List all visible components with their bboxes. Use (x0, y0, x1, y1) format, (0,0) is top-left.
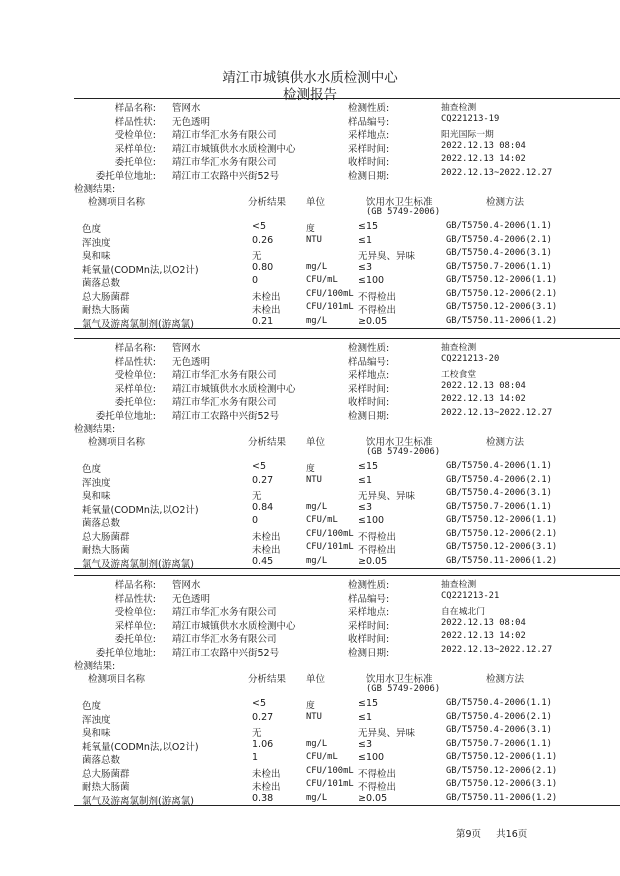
field-value: 管网水 (172, 580, 201, 591)
field-label: 收样时间: (348, 634, 390, 645)
col-unit: 单位 (306, 197, 326, 208)
sample-block-2 (74, 338, 558, 570)
cell-method: GB/T5750.7-2006(1.1) (446, 501, 552, 512)
cell-standard: ≤3 (358, 738, 373, 750)
cell-method: GB/T5750.12-2006(2.1) (446, 528, 558, 539)
header-row (80, 630, 550, 644)
cell-method: GB/T5750.7-2006(1.1) (446, 738, 552, 749)
cell-result: 0.26 (252, 234, 274, 246)
cell-standard: ≤1 (358, 711, 373, 723)
table-row (80, 778, 558, 793)
cell-method: GB/T5750.4-2006(3.1) (446, 725, 552, 735)
column-header (80, 671, 550, 697)
field-label: 委托单位地址: (95, 410, 156, 422)
cell-result: <5 (252, 461, 267, 472)
cell-standard: ≤1 (358, 234, 373, 246)
header-row (80, 644, 553, 659)
cell-standard: ≤100 (358, 275, 385, 286)
page-total: 共16页 (496, 829, 528, 840)
col-standard-code: (GB 5749-2006) (366, 684, 441, 694)
cell-standard: ≤15 (358, 698, 379, 709)
cell-method: GB/T5750.11-2006(1.2) (446, 315, 558, 326)
field-value: 靖江市华汇水务有限公司 (172, 130, 277, 141)
col-method: 检测方法 (486, 674, 525, 685)
cell-result: 未检出 (252, 768, 281, 780)
column-header (80, 194, 550, 220)
field-value: 靖江市华汇水务有限公司 (172, 607, 277, 618)
cell-standard: ≤100 (358, 752, 385, 763)
cell-standard: 不得检出 (358, 531, 397, 543)
cell-method: GB/T5750.12-2006(1.1) (446, 275, 558, 285)
field-value: 自在城北门 (441, 607, 485, 617)
cell-result: 未检出 (252, 291, 281, 303)
cell-unit: CFU/101mL (306, 542, 354, 552)
report-title: 靖江市城镇供水水质检测中心 (222, 70, 398, 86)
cell-result: 0.27 (252, 474, 274, 486)
table-row (80, 274, 558, 289)
cell-result: <5 (252, 221, 267, 232)
header-row (80, 576, 550, 590)
cell-item: 总大肠菌群 (82, 291, 130, 303)
cell-method: GB/T5750.12-2006(2.1) (446, 765, 558, 776)
header-row (80, 393, 550, 407)
col-item: 检测项目名称 (88, 437, 146, 448)
field-label: 检测性质: (348, 580, 390, 591)
header-row (80, 113, 550, 127)
field-value: 2022.12.13 14:02 (441, 394, 526, 404)
cell-method: GB/T5750.4-2006(3.1) (446, 488, 552, 498)
results-label: 检测结果: (74, 424, 116, 435)
col-standard: 饮用水卫生标准 (366, 197, 433, 208)
field-label: 样品名称: (114, 343, 156, 354)
field-label: 样品编号: (348, 356, 390, 368)
cell-result: 1 (252, 752, 259, 763)
results-heading (74, 420, 550, 435)
cell-item: 耐热大肠菌 (82, 545, 130, 556)
field-label: 采样地点: (348, 370, 390, 381)
header-row (80, 140, 550, 154)
col-method: 检测方法 (486, 437, 525, 448)
header-row (80, 126, 550, 140)
results-heading (74, 657, 550, 672)
table-row (80, 315, 558, 330)
cell-item: 耐热大肠菌 (82, 782, 130, 793)
cell-standard: 无异臭、异味 (358, 251, 416, 262)
cell-item: 色度 (82, 224, 102, 235)
cell-standard: ≤100 (358, 515, 385, 526)
cell-item: 浑浊度 (82, 477, 111, 489)
cell-item: 氯气及游离氯制剂(游离氯) (82, 318, 194, 330)
field-value: 2022.12.13 08:04 (441, 380, 526, 391)
cell-standard: ≤1 (358, 474, 373, 486)
field-value: 靖江市城镇供水水质检测中心 (172, 620, 296, 632)
col-result: 分析结果 (248, 197, 287, 208)
table-row (80, 765, 558, 780)
field-value: 靖江市城镇供水水质检测中心 (172, 383, 296, 395)
cell-unit: mg/L (306, 555, 328, 566)
col-unit: 单位 (306, 674, 326, 685)
cell-result: 未检出 (252, 531, 281, 543)
field-value: 2022.12.13 14:02 (441, 631, 526, 641)
field-value: 管网水 (172, 103, 201, 114)
field-value: 2022.12.13~2022.12.27 (441, 407, 553, 418)
column-header (80, 434, 550, 460)
cell-result: 未检出 (252, 305, 281, 316)
cell-item: 氯气及游离氯制剂(游离氯) (82, 795, 194, 807)
results-label: 检测结果: (74, 184, 116, 195)
field-value: CQ221213-20 (441, 353, 500, 364)
cell-item: 色度 (82, 701, 102, 712)
field-value: 靖江市华汇水务有限公司 (172, 370, 277, 381)
field-label: 样品性状: (114, 356, 156, 368)
table-row (80, 792, 558, 807)
col-standard-code: (GB 5749-2006) (366, 447, 441, 457)
cell-item: 总大肠菌群 (82, 768, 130, 780)
field-label: 采样地点: (348, 130, 390, 141)
header-row (80, 380, 550, 394)
cell-item: 菌落总数 (82, 278, 121, 289)
table-row (80, 261, 550, 275)
table-row (80, 474, 550, 488)
header-row (80, 153, 550, 167)
cell-item: 菌落总数 (82, 755, 121, 766)
table-row (80, 751, 558, 766)
cell-unit: mg/L (306, 315, 328, 326)
table-row (80, 724, 550, 738)
cell-result: 未检出 (252, 782, 281, 793)
cell-unit: CFU/100mL (306, 765, 354, 776)
table-row (80, 514, 558, 529)
report-subtitle: 检测报告 (283, 87, 337, 103)
field-label: 采样时间: (348, 383, 390, 395)
field-value: 阳光国际一期 (441, 130, 494, 140)
cell-unit: 度 (306, 464, 315, 474)
cell-unit: CFU/mL (306, 275, 338, 285)
col-item: 检测项目名称 (88, 674, 146, 685)
cell-method: GB/T5750.12-2006(3.1) (446, 302, 558, 312)
cell-result: 0 (252, 515, 259, 526)
cell-result: 1.06 (252, 738, 274, 750)
field-label: 采样时间: (348, 620, 390, 632)
cell-standard: ≤3 (358, 501, 373, 513)
col-standard: 饮用水卫生标准 (366, 437, 433, 448)
header-row (80, 617, 550, 631)
field-label: 检测日期: (348, 410, 390, 422)
cell-result: 0 (252, 275, 259, 286)
field-label: 采样单位: (114, 620, 156, 632)
field-value: 靖江市华汇水务有限公司 (172, 157, 277, 168)
cell-method: GB/T5750.4-2006(2.1) (446, 474, 552, 485)
field-label: 检测性质: (348, 103, 390, 114)
cell-standard: ≥0.05 (358, 315, 388, 327)
cell-method: GB/T5750.4-2006(1.1) (446, 461, 552, 471)
field-value: 2022.12.13 14:02 (441, 154, 526, 164)
col-method: 检测方法 (486, 197, 525, 208)
header-row (80, 353, 550, 367)
field-label: 采样单位: (114, 143, 156, 155)
cell-result: 无 (252, 491, 262, 502)
cell-method: GB/T5750.4-2006(2.1) (446, 711, 552, 722)
page-footer (456, 826, 527, 840)
cell-method: GB/T5750.12-2006(1.1) (446, 515, 558, 525)
cell-standard: 不得检出 (358, 782, 397, 793)
cell-method: GB/T5750.12-2006(3.1) (446, 542, 558, 552)
cell-standard: ≥0.05 (358, 555, 388, 567)
cell-method: GB/T5750.11-2006(1.2) (446, 555, 558, 566)
cell-unit: CFU/101mL (306, 302, 354, 312)
cell-unit: CFU/mL (306, 515, 338, 525)
cell-method: GB/T5750.12-2006(3.1) (446, 779, 558, 789)
cell-result: 0.27 (252, 711, 274, 723)
field-label: 委托单位: (114, 157, 156, 168)
header-row (80, 590, 550, 604)
cell-result: 0.84 (252, 501, 274, 513)
field-value: 抽查检测 (441, 580, 477, 590)
cell-unit: mg/L (306, 792, 328, 803)
results-heading (74, 180, 550, 195)
col-item: 检测项目名称 (88, 197, 146, 208)
field-label: 样品编号: (348, 116, 390, 128)
field-label: 样品性状: (114, 116, 156, 128)
cell-method: GB/T5750.11-2006(1.2) (446, 792, 558, 803)
field-label: 受检单位: (114, 607, 156, 618)
table-row (80, 487, 550, 501)
cell-standard: 不得检出 (358, 305, 397, 316)
col-result: 分析结果 (248, 674, 287, 685)
col-standard-code: (GB 5749-2006) (366, 207, 441, 217)
field-value: 抽查检测 (441, 103, 477, 113)
field-label: 样品名称: (114, 580, 156, 591)
header-row (80, 99, 550, 113)
cell-unit: NTU (306, 234, 322, 245)
cell-item: 臭和味 (82, 251, 111, 262)
header-row (80, 407, 553, 422)
field-value: CQ221213-21 (441, 590, 500, 601)
field-value: 工校食堂 (441, 370, 477, 380)
header-row (80, 603, 550, 617)
field-label: 采样地点: (348, 607, 390, 618)
cell-method: GB/T5750.12-2006(2.1) (446, 288, 558, 299)
field-label: 收样时间: (348, 157, 390, 168)
cell-unit: mg/L (306, 738, 328, 749)
field-label: 样品性状: (114, 593, 156, 605)
cell-result: 0.21 (252, 315, 274, 327)
table-row (80, 460, 550, 474)
table-row (80, 247, 550, 261)
cell-method: GB/T5750.4-2006(1.1) (446, 698, 552, 708)
field-value: 2022.12.13~2022.12.27 (441, 167, 553, 178)
col-result: 分析结果 (248, 437, 287, 448)
cell-result: 0.80 (252, 261, 274, 273)
field-value: 靖江市华汇水务有限公司 (172, 397, 277, 408)
cell-item: 臭和味 (82, 491, 111, 502)
field-label: 委托单位地址: (95, 170, 156, 182)
cell-standard: 无异臭、异味 (358, 728, 416, 739)
header-row (80, 339, 550, 353)
field-value: 管网水 (172, 343, 201, 354)
cell-result: 未检出 (252, 545, 281, 556)
table-row (80, 697, 550, 711)
cell-method: GB/T5750.4-2006(2.1) (446, 234, 552, 245)
cell-result: 无 (252, 251, 262, 262)
field-label: 收样时间: (348, 397, 390, 408)
field-label: 委托单位: (114, 634, 156, 645)
field-value: 2022.12.13 08:04 (441, 140, 526, 151)
table-row (80, 288, 558, 303)
cell-item: 总大肠菌群 (82, 531, 130, 543)
cell-unit: mg/L (306, 261, 328, 272)
cell-unit: 度 (306, 224, 315, 234)
cell-item: 浑浊度 (82, 237, 111, 249)
field-value: 靖江市城镇供水水质检测中心 (172, 143, 296, 155)
field-value: 无色透明 (172, 356, 211, 368)
table-row (80, 501, 550, 515)
cell-item: 耗氧量(CODMn法,以O2计) (82, 741, 199, 753)
cell-result: <5 (252, 698, 267, 709)
field-label: 委托单位: (114, 397, 156, 408)
cell-unit: CFU/101mL (306, 779, 354, 789)
cell-unit: mg/L (306, 501, 328, 512)
cell-standard: ≤15 (358, 221, 379, 232)
field-label: 样品编号: (348, 593, 390, 605)
cell-unit: NTU (306, 474, 322, 485)
header-row (80, 366, 550, 380)
cell-item: 菌落总数 (82, 518, 121, 529)
cell-standard: ≤3 (358, 261, 373, 273)
cell-result: 无 (252, 728, 262, 739)
cell-standard: 不得检出 (358, 291, 397, 303)
field-label: 检测日期: (348, 647, 390, 659)
field-label: 检测性质: (348, 343, 390, 354)
header-row (80, 167, 553, 182)
cell-standard: 不得检出 (358, 768, 397, 780)
cell-unit: CFU/100mL (306, 528, 354, 539)
cell-unit: NTU (306, 711, 322, 722)
table-row (80, 234, 550, 248)
cell-standard: 不得检出 (358, 545, 397, 556)
cell-item: 耐热大肠菌 (82, 305, 130, 316)
cell-unit: 度 (306, 701, 315, 711)
cell-item: 耗氧量(CODMn法,以O2计) (82, 264, 199, 276)
cell-standard: ≥0.05 (358, 792, 388, 804)
field-value: 无色透明 (172, 116, 211, 128)
cell-result: 0.45 (252, 555, 274, 567)
field-value: 靖江市工农路中兴街52号 (172, 410, 280, 422)
field-value: 2022.12.13 08:04 (441, 617, 526, 628)
cell-unit: CFU/100mL (306, 288, 354, 299)
cell-item: 色度 (82, 464, 102, 475)
col-unit: 单位 (306, 437, 326, 448)
col-standard: 饮用水卫生标准 (366, 674, 433, 685)
field-value: 无色透明 (172, 593, 211, 605)
field-value: 2022.12.13~2022.12.27 (441, 644, 553, 655)
cell-method: GB/T5750.4-2006(1.1) (446, 221, 552, 231)
field-label: 检测日期: (348, 170, 390, 182)
table-row (80, 528, 558, 543)
cell-method: GB/T5750.7-2006(1.1) (446, 261, 552, 272)
field-value: CQ221213-19 (441, 113, 500, 124)
field-label: 采样时间: (348, 143, 390, 155)
field-value: 靖江市工农路中兴街52号 (172, 647, 280, 659)
cell-item: 氯气及游离氯制剂(游离氯) (82, 558, 194, 570)
cell-item: 臭和味 (82, 728, 111, 739)
table-row (80, 301, 558, 316)
cell-item: 耗氧量(CODMn法,以O2计) (82, 504, 199, 516)
table-row (80, 711, 550, 725)
cell-standard: 无异臭、异味 (358, 491, 416, 502)
cell-item: 浑浊度 (82, 714, 111, 726)
field-label: 样品名称: (114, 103, 156, 114)
cell-method: GB/T5750.4-2006(3.1) (446, 248, 552, 258)
cell-method: GB/T5750.12-2006(1.1) (446, 752, 558, 762)
cell-result: 0.38 (252, 792, 274, 804)
field-value: 抽查检测 (441, 343, 477, 353)
results-label: 检测结果: (74, 661, 116, 672)
field-value: 靖江市华汇水务有限公司 (172, 634, 277, 645)
table-row (80, 541, 558, 556)
cell-standard: ≤15 (358, 461, 379, 472)
field-label: 受检单位: (114, 370, 156, 381)
page-number: 第9页 (456, 829, 482, 840)
field-label: 采样单位: (114, 383, 156, 395)
table-row (80, 738, 550, 752)
table-row (80, 555, 558, 570)
sample-block-3 (74, 575, 558, 807)
field-value: 靖江市工农路中兴街52号 (172, 170, 280, 182)
table-row (80, 220, 550, 234)
sample-block-1 (74, 98, 558, 330)
cell-unit: CFU/mL (306, 752, 338, 762)
field-label: 受检单位: (114, 130, 156, 141)
field-label: 委托单位地址: (95, 647, 156, 659)
